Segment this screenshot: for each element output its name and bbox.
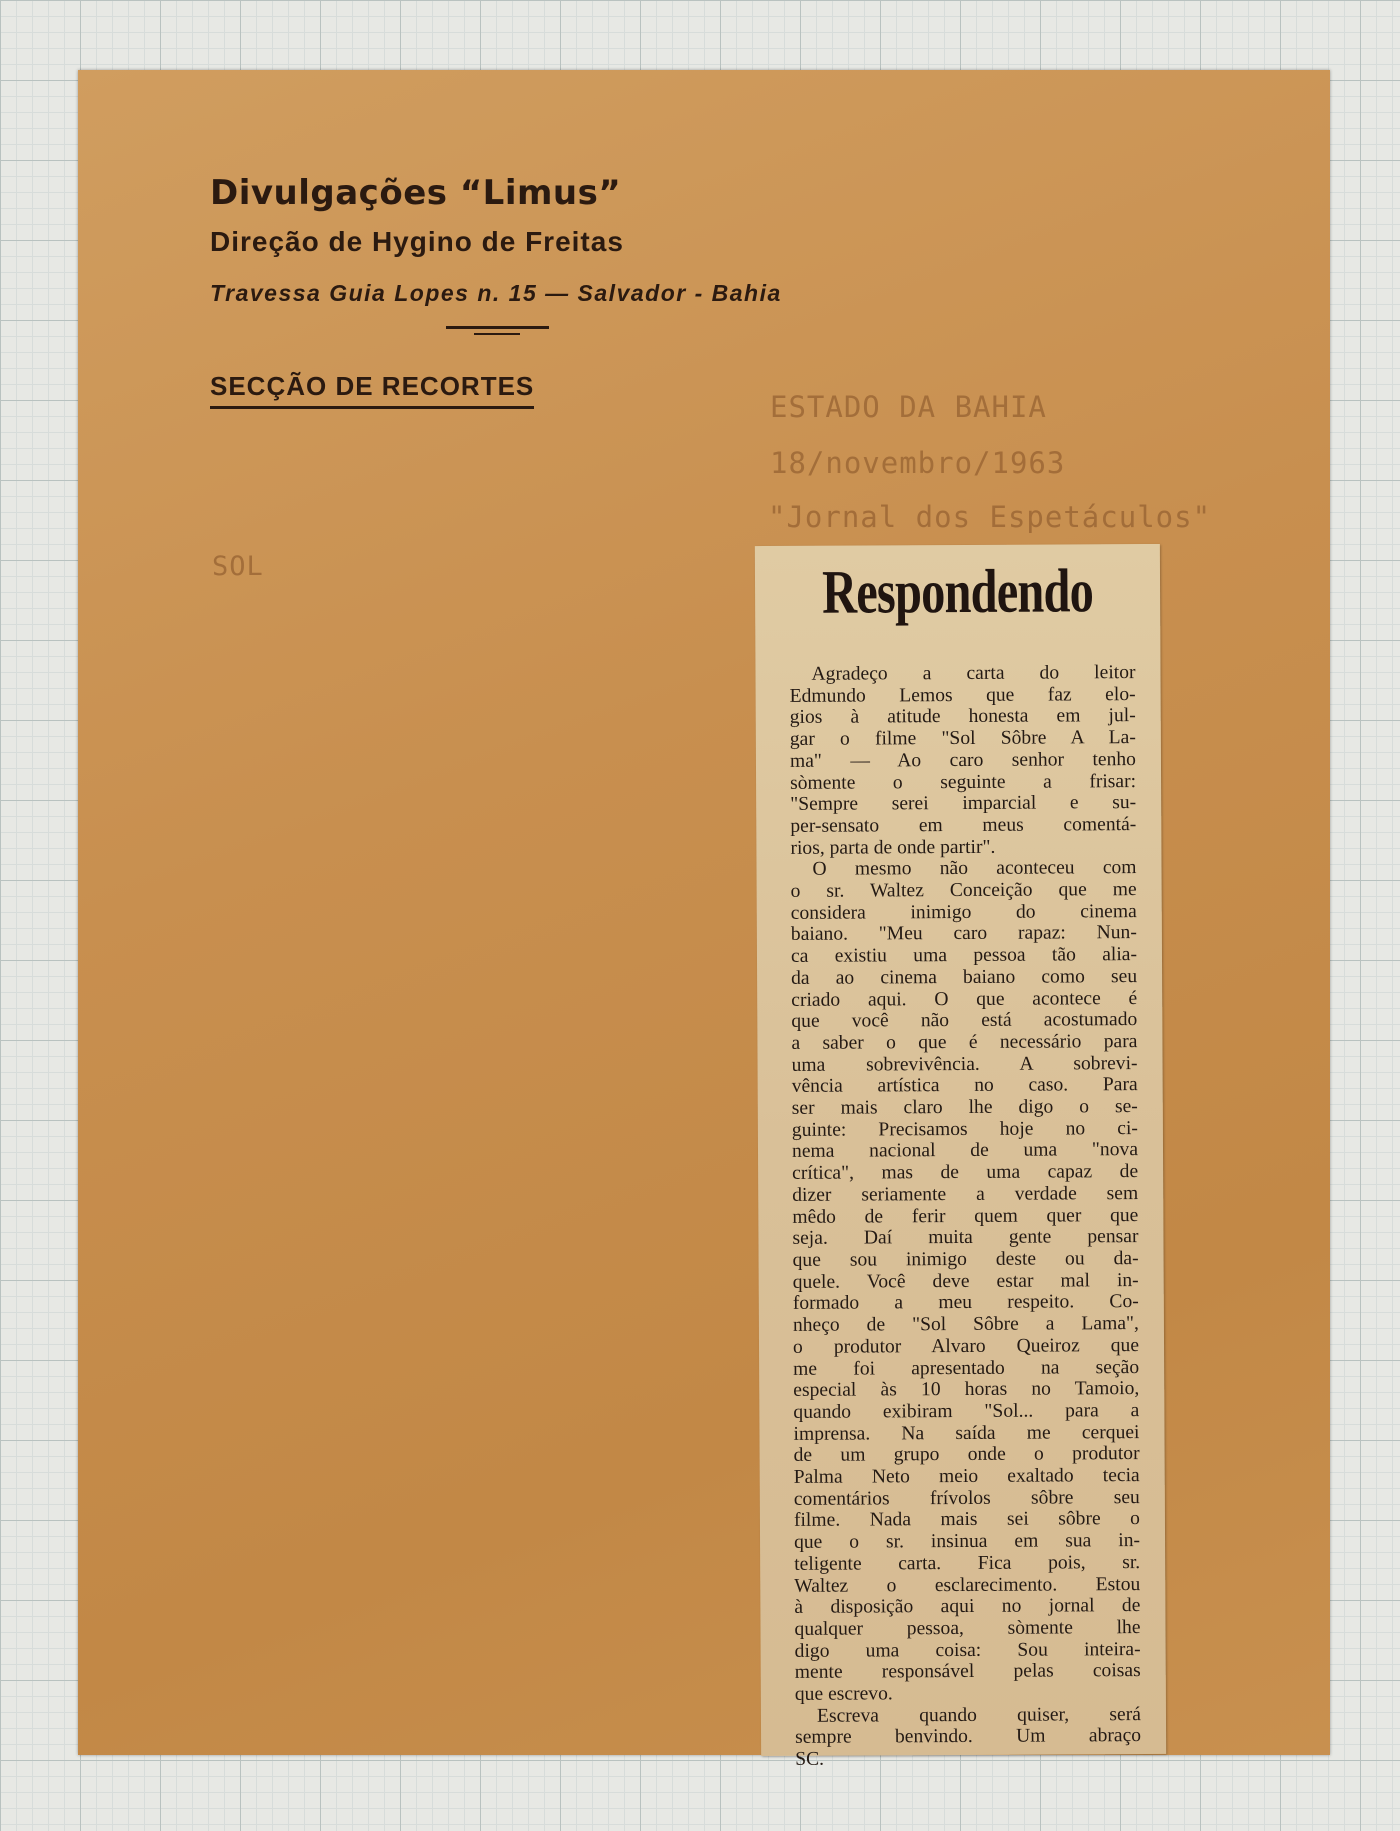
- clipping-line: quando exibiram "Sol... para a: [793, 1399, 1140, 1423]
- clipping-line: comentários frívolos sôbre seu: [793, 1486, 1140, 1510]
- clipping-line: uma sobrevivência. A sobrevi-: [791, 1052, 1138, 1076]
- typed-subject: SOL: [212, 551, 264, 582]
- typed-newspaper: ESTADO DA BAHIA: [770, 390, 1047, 424]
- clipping-line: imprensa. Na saída me cerquei: [793, 1421, 1140, 1445]
- letterhead-divider-short: [474, 333, 520, 335]
- newspaper-clipping: [755, 544, 1166, 1771]
- clipping-line: que o sr. insinua em sua in-: [793, 1530, 1141, 1554]
- clipping-line: per-sensato em meus comentá-: [790, 813, 1137, 837]
- clipping-line: Edmundo Lemos que faz elo-: [789, 683, 1136, 707]
- clipping-headline: Respondendo: [821, 557, 1094, 627]
- clipping-line: Palma Neto meio exaltado tecia: [793, 1465, 1140, 1488]
- clipping-line: sòmente o seguinte a frisar:: [790, 770, 1137, 794]
- clipping-line: que escrevo.: [794, 1683, 893, 1705]
- letterhead-subtitle: Direção de Hygino de Freitas: [210, 226, 624, 257]
- clipping-line: sempre benvindo. Um abraço: [795, 1725, 1142, 1749]
- clipping-line: qualquer pessoa, sòmente lhe: [794, 1617, 1141, 1640]
- clipping-line: dizer seriamente a verdade sem: [792, 1182, 1139, 1206]
- clipping-line: ser mais claro lhe digo o se-: [791, 1096, 1138, 1119]
- clipping-line: o produtor Alvaro Queiroz que: [792, 1334, 1140, 1358]
- clipping-line: guinte: Precisamos hoje no ci-: [791, 1117, 1138, 1141]
- clipping-line: O mesmo não aconteceu com: [812, 857, 1137, 881]
- clipping-line: criado aqui. O que acontece é: [791, 987, 1138, 1011]
- clipping-line: que você não está acostumado: [791, 1009, 1138, 1033]
- clipping-line: me foi apresentado na seção: [793, 1356, 1140, 1380]
- typed-date: 18/novembro/1963: [770, 446, 1066, 480]
- clipping-line: ma" — Ao caro senhor tenho: [789, 748, 1137, 772]
- clipping-line: SC.: [795, 1748, 825, 1771]
- clipping-line: rios, parta de onde partir".: [790, 836, 996, 859]
- clipping-line: gios à atitude honesta em jul-: [789, 705, 1136, 729]
- clipping-line: que sou inimigo deste ou da-: [792, 1248, 1139, 1271]
- clipping-line: quele. Você deve estar mal in-: [792, 1269, 1139, 1293]
- clipping-line: mente responsável pelas coisas: [794, 1660, 1141, 1684]
- clipping-line: nheço de "Sol Sôbre a Lama",: [792, 1313, 1139, 1336]
- clipping-line: filme. Nada mais sei sôbre o: [793, 1508, 1140, 1532]
- clipping-body: [789, 662, 1141, 1771]
- clipping-line: "Sempre serei imparcial e su-: [790, 792, 1137, 816]
- clipping-line: à disposição aqui no jornal de: [794, 1595, 1141, 1619]
- clipping-line: Escreva quando quiser, será: [816, 1703, 1142, 1727]
- clipping-line: formado a meu respeito. Co-: [792, 1291, 1139, 1315]
- clipping-line: ca existiu uma pessoa tão alia-: [790, 944, 1138, 968]
- clipping-line: de um grupo onde o produtor: [793, 1443, 1140, 1467]
- clipping-line: da ao cinema baiano como seu: [791, 965, 1138, 989]
- letterhead-title: Divulgações “Limus”: [210, 173, 622, 213]
- typed-column: "Jornal dos Espetáculos": [768, 500, 1212, 534]
- clipping-line: mêdo de ferir quem quer que: [792, 1204, 1139, 1228]
- clipping-line: Agradeço a carta do leitor: [811, 662, 1136, 685]
- clipping-line: a saber o que é necessário para: [791, 1031, 1138, 1054]
- letterhead-divider: [446, 326, 549, 329]
- clipping-line: nema nacional de uma "nova: [791, 1139, 1139, 1163]
- clipping-line: baiano. "Meu caro rapaz: Nun-: [790, 922, 1137, 946]
- clipping-line: crítica", mas de uma capaz de: [792, 1161, 1139, 1185]
- clipping-line: seja. Daí muita gente pensar: [792, 1226, 1139, 1250]
- clipping-line: teligente carta. Fica pois, sr.: [794, 1551, 1141, 1575]
- clipping-line: Waltez o esclarecimento. Estou: [794, 1573, 1141, 1597]
- clipping-line: considera inimigo do cinema: [790, 900, 1137, 924]
- section-heading: SECÇÃO DE RECORTES: [210, 371, 534, 409]
- clipping-line: especial às 10 horas no Tamoio,: [793, 1378, 1140, 1402]
- clipping-line: o sr. Waltez Conceição que me: [790, 879, 1137, 902]
- clipping-line: gar o filme "Sol Sôbre A La-: [789, 727, 1136, 750]
- letterhead-address: Travessa Guia Lopes n. 15 — Salvador - Bahia: [210, 280, 782, 306]
- clipping-line: digo uma coisa: Sou inteira-: [794, 1638, 1141, 1662]
- clipping-line: vência artística no caso. Para: [791, 1074, 1138, 1098]
